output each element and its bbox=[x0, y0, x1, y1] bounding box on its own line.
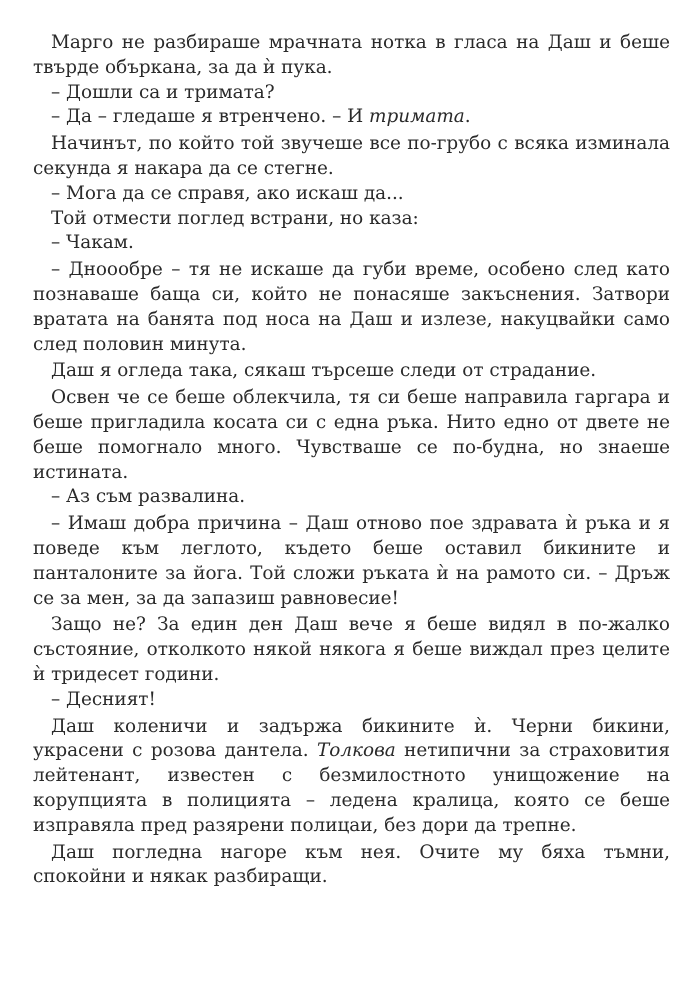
paragraph-text: нетипични за страховития лейтенант, известен с безмилостното унищожение на корупцията в полицията – ледена кралица, която се беше изправяла пред разярени полицаи, без дори да трепне. bbox=[33, 740, 670, 836]
paragraph-12 bbox=[33, 512, 670, 611]
paragraph-16 bbox=[33, 841, 670, 891]
paragraph-3 bbox=[33, 105, 670, 130]
paragraph-4 bbox=[33, 132, 670, 182]
paragraph-13 bbox=[33, 613, 670, 687]
paragraph-2 bbox=[33, 81, 670, 106]
paragraph-text: Даш я огледа така, сякаш търсеше следи от страдание. bbox=[51, 360, 597, 382]
paragraph-text: – Мога да се справя, ако искаш да... bbox=[51, 182, 404, 204]
paragraph-8 bbox=[33, 258, 670, 357]
paragraph-6 bbox=[33, 207, 670, 232]
paragraph-text: Начинът, по който той звучеше все по-грубо с всяка изминала секунда я накара да се стегне. bbox=[33, 133, 670, 179]
paragraph-text: Освен че се беше облекчила, тя си беше направила гаргара и беше пригладила косата си с една ръка. Нито едно от двете не беше помогнало много. Чувстваше се по-будна, но знаеше истината. bbox=[33, 387, 670, 483]
page-text bbox=[33, 31, 670, 890]
paragraph-text: – Десният! bbox=[51, 688, 156, 710]
paragraph-text: Марго не разбираше мрачната нотка в гласа на Даш и беше твърде объркана, за да ѝ пука. bbox=[33, 32, 670, 78]
italic-emphasis: Толкова bbox=[316, 740, 396, 762]
paragraph-text: Той отмести поглед встрани, но каза: bbox=[51, 207, 419, 229]
paragraph-text: – Дошли са и тримата? bbox=[51, 81, 275, 103]
paragraph-text: – Имаш добра причина – Даш отново пое здравата ѝ ръка и я поведе към леглото, където беше оставил бикините и панталоните за йога. Той сложи ръката ѝ на рамото си. – Дръж се за мен, за да запазиш равновесие! bbox=[33, 513, 670, 609]
paragraph-7 bbox=[33, 231, 670, 256]
paragraph-text: Даш коленичи и задържа бикините ѝ. Черни бикини, украсени с розова дантела. bbox=[33, 715, 670, 762]
paragraph-text: – Днооoбре – тя не искаше да губи време, особено след като познаваше баща си, който не понасяше закъснения. Затвори вратата на банята под носа на Даш и излезе, накуцвайки само след половин минута. bbox=[33, 259, 670, 355]
paragraph-text: – Да – гледаше я втренчено. – И bbox=[51, 106, 370, 128]
italic-emphasis: тримата bbox=[369, 106, 465, 128]
paragraph-11 bbox=[33, 485, 670, 510]
paragraph-text: – Чакам. bbox=[51, 232, 134, 254]
paragraph-text: – Аз съм развалина. bbox=[51, 486, 246, 508]
paragraph-9 bbox=[33, 359, 670, 384]
paragraph-5 bbox=[33, 182, 670, 207]
paragraph-14 bbox=[33, 688, 670, 713]
paragraph-15 bbox=[33, 715, 670, 839]
paragraph-text: . bbox=[464, 106, 471, 128]
paragraph-10 bbox=[33, 386, 670, 485]
paragraph-1 bbox=[33, 31, 670, 81]
paragraph-text: Защо не? За един ден Даш вече я беше видял в по-жалко състояние, отколкото някой някога я беше виждал през целите ѝ тридесет години. bbox=[33, 614, 670, 685]
paragraph-text: Даш погледна нагоре към нея. Очите му бяха тъмни, спокойни и някак разбиращи. bbox=[33, 841, 670, 888]
